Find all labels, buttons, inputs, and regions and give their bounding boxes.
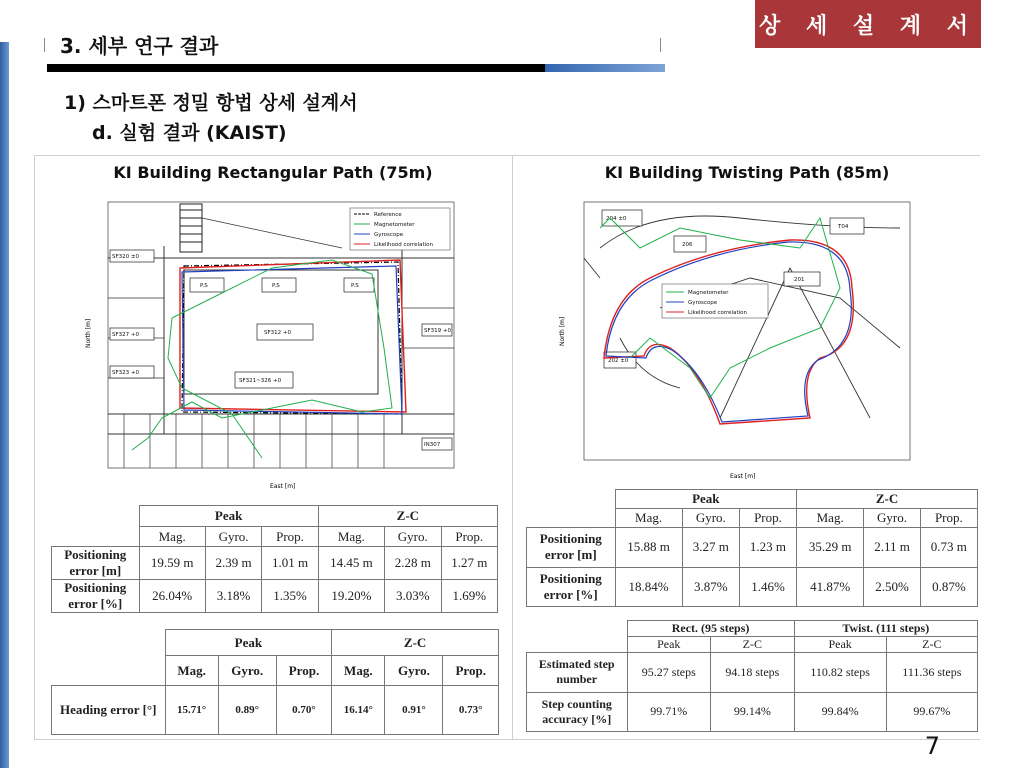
room-label: 204 ±0: [606, 216, 627, 222]
col-header: Z-C: [886, 637, 977, 653]
table-row: [52, 580, 498, 613]
row-header: Positioning error [%]: [527, 567, 616, 607]
title-rule: [47, 64, 545, 72]
table-cell: 1.01 m: [262, 547, 318, 580]
table-cell: 2.28 m: [385, 547, 441, 580]
col-header: Gyro.: [682, 509, 739, 528]
legend-gyroscope: Gyroscope: [374, 232, 404, 238]
row-header: Step counting accuracy [%]: [527, 692, 628, 732]
table-cell: 19.20%: [318, 580, 384, 613]
step-counting-table: [526, 620, 978, 732]
left-accent-bar: [0, 42, 9, 768]
panel-divider: [512, 155, 513, 740]
table-cell: 99.84%: [794, 692, 886, 732]
room-label: SF320 ±0: [112, 254, 140, 260]
table-cell: 15.71°: [165, 686, 218, 735]
col-header: Prop.: [276, 656, 332, 686]
document-type-badge: 상 세 설 계 서: [755, 0, 981, 48]
twist-path-figure: [540, 188, 955, 486]
room-label: 202 ±0: [608, 358, 629, 364]
row-header: Estimated step number: [527, 653, 628, 693]
left-heading-table: [51, 629, 499, 735]
row-header: Positioning error [m]: [52, 547, 140, 580]
col-header: Prop.: [443, 656, 499, 686]
table-cell: 1.46%: [739, 567, 796, 607]
legend-likelihood: Likelihood correlation: [374, 242, 433, 248]
legend-likelihood: Likelihood correlation: [688, 310, 747, 316]
right-positioning-table: [526, 489, 978, 607]
col-header: Gyro.: [864, 509, 920, 528]
table-cell: 1.23 m: [739, 528, 796, 568]
table-cell: 41.87%: [797, 567, 864, 607]
table-cell: 2.11 m: [864, 528, 920, 568]
col-header: Gyro.: [385, 656, 443, 686]
col-header: Mag.: [139, 527, 205, 547]
table-cell: 0.73°: [443, 686, 499, 735]
table-cell: 19.59 m: [139, 547, 205, 580]
section-title: 3. 세부 연구 결과: [60, 34, 219, 58]
legend-gyroscope: Gyroscope: [688, 300, 718, 306]
room-label: SF321~326 +0: [239, 378, 282, 384]
table-cell: 15.88 m: [615, 528, 682, 568]
row-header: Positioning error [m]: [527, 528, 616, 568]
table-cell: 0.91°: [385, 686, 443, 735]
col-header: Prop.: [739, 509, 796, 528]
table-cell: 99.67%: [886, 692, 977, 732]
col-header: Gyro.: [218, 656, 276, 686]
table-cell: 3.27 m: [682, 528, 739, 568]
x-axis-label: East [m]: [730, 473, 756, 480]
table-cell: 111.36 steps: [886, 653, 977, 693]
panel-top-border: [34, 155, 980, 156]
col-header: Prop.: [920, 509, 977, 528]
table-cell: 26.04%: [139, 580, 205, 613]
col-header: Peak: [794, 637, 886, 653]
table-row: [527, 567, 978, 607]
title-tick-left: [44, 38, 45, 52]
legend-magnetometer: Magnetometer: [688, 290, 729, 296]
col-header: Mag.: [318, 527, 384, 547]
group-header: Z-C: [797, 490, 978, 509]
table-cell: 3.18%: [205, 580, 261, 613]
table-cell: 0.89°: [218, 686, 276, 735]
room-label: T04: [838, 224, 849, 230]
group-header: Peak: [165, 630, 332, 656]
row-header: Positioning error [%]: [52, 580, 140, 613]
left-positioning-table: [51, 505, 498, 613]
room-label: SF327 +0: [112, 332, 140, 338]
table-row: [52, 686, 499, 735]
col-header: Mag.: [165, 656, 218, 686]
table-cell: 1.69%: [441, 580, 497, 613]
panel-bottom-border: [34, 739, 980, 740]
col-header: Gyro.: [385, 527, 441, 547]
table-cell: 110.82 steps: [794, 653, 886, 693]
left-panel-title: KI Building Rectangular Path (75m): [113, 163, 433, 182]
table-cell: 94.18 steps: [711, 653, 795, 693]
room-label: 201: [794, 277, 805, 283]
y-axis-label: North [m]: [559, 316, 566, 346]
table-cell: 16.14°: [332, 686, 385, 735]
subtitle-main: 1) 스마트폰 정밀 항법 상세 설계서: [64, 92, 358, 114]
group-header: Twist. (111 steps): [794, 621, 977, 637]
col-header: Gyro.: [205, 527, 261, 547]
table-cell: 14.45 m: [318, 547, 384, 580]
room-label: SF319 +0: [424, 328, 452, 334]
group-header: Peak: [139, 506, 318, 527]
table-cell: 99.71%: [627, 692, 711, 732]
group-header: Z-C: [332, 630, 499, 656]
rect-path-figure: [72, 188, 500, 494]
title-tick-right: [660, 38, 661, 52]
table-cell: 0.73 m: [920, 528, 977, 568]
col-header: Mag.: [615, 509, 682, 528]
table-cell: 1.27 m: [441, 547, 497, 580]
subtitle-sub: d. 실험 결과 (KAIST): [92, 122, 287, 144]
table-cell: 0.87%: [920, 567, 977, 607]
room-label: IN307: [424, 442, 441, 448]
room-label: P.S: [351, 283, 359, 289]
room-label: 206: [682, 242, 693, 248]
col-header: Z-C: [711, 637, 795, 653]
table-cell: 35.29 m: [797, 528, 864, 568]
col-header: Prop.: [262, 527, 318, 547]
legend-reference: Reference: [374, 212, 402, 218]
table-cell: 2.39 m: [205, 547, 261, 580]
table-cell: 95.27 steps: [627, 653, 711, 693]
row-header: Heading error [°]: [52, 686, 166, 735]
page-number: 7: [924, 732, 940, 760]
table-cell: 1.35%: [262, 580, 318, 613]
panel-left-border: [34, 155, 35, 740]
table-row: [52, 547, 498, 580]
group-header: Peak: [615, 490, 797, 509]
title-rule-accent: [545, 64, 665, 72]
room-label: P.S: [200, 283, 208, 289]
col-header: Prop.: [441, 527, 497, 547]
x-axis-label: East [m]: [270, 483, 296, 490]
twist-path-plot: [540, 188, 955, 486]
table-cell: 3.87%: [682, 567, 739, 607]
legend-magnetometer: Magnetometer: [374, 222, 415, 228]
table-cell: 99.14%: [711, 692, 795, 732]
table-cell: 0.70°: [276, 686, 332, 735]
room-label: SF312 +0: [264, 330, 292, 336]
y-axis-label: North [m]: [85, 318, 92, 348]
table-cell: 18.84%: [615, 567, 682, 607]
room-label: P.S: [272, 283, 280, 289]
table-cell: 2.50%: [864, 567, 920, 607]
table-cell: 3.03%: [385, 580, 441, 613]
room-label: SF323 +0: [112, 370, 140, 376]
group-header: Rect. (95 steps): [627, 621, 794, 637]
group-header: Z-C: [318, 506, 497, 527]
col-header: Mag.: [332, 656, 385, 686]
col-header: Mag.: [797, 509, 864, 528]
col-header: Peak: [627, 637, 711, 653]
rect-path-plot: [72, 188, 500, 494]
table-row: [527, 528, 978, 568]
right-panel-title: KI Building Twisting Path (85m): [604, 163, 890, 182]
table-row: [527, 653, 978, 693]
table-row: [527, 692, 978, 732]
